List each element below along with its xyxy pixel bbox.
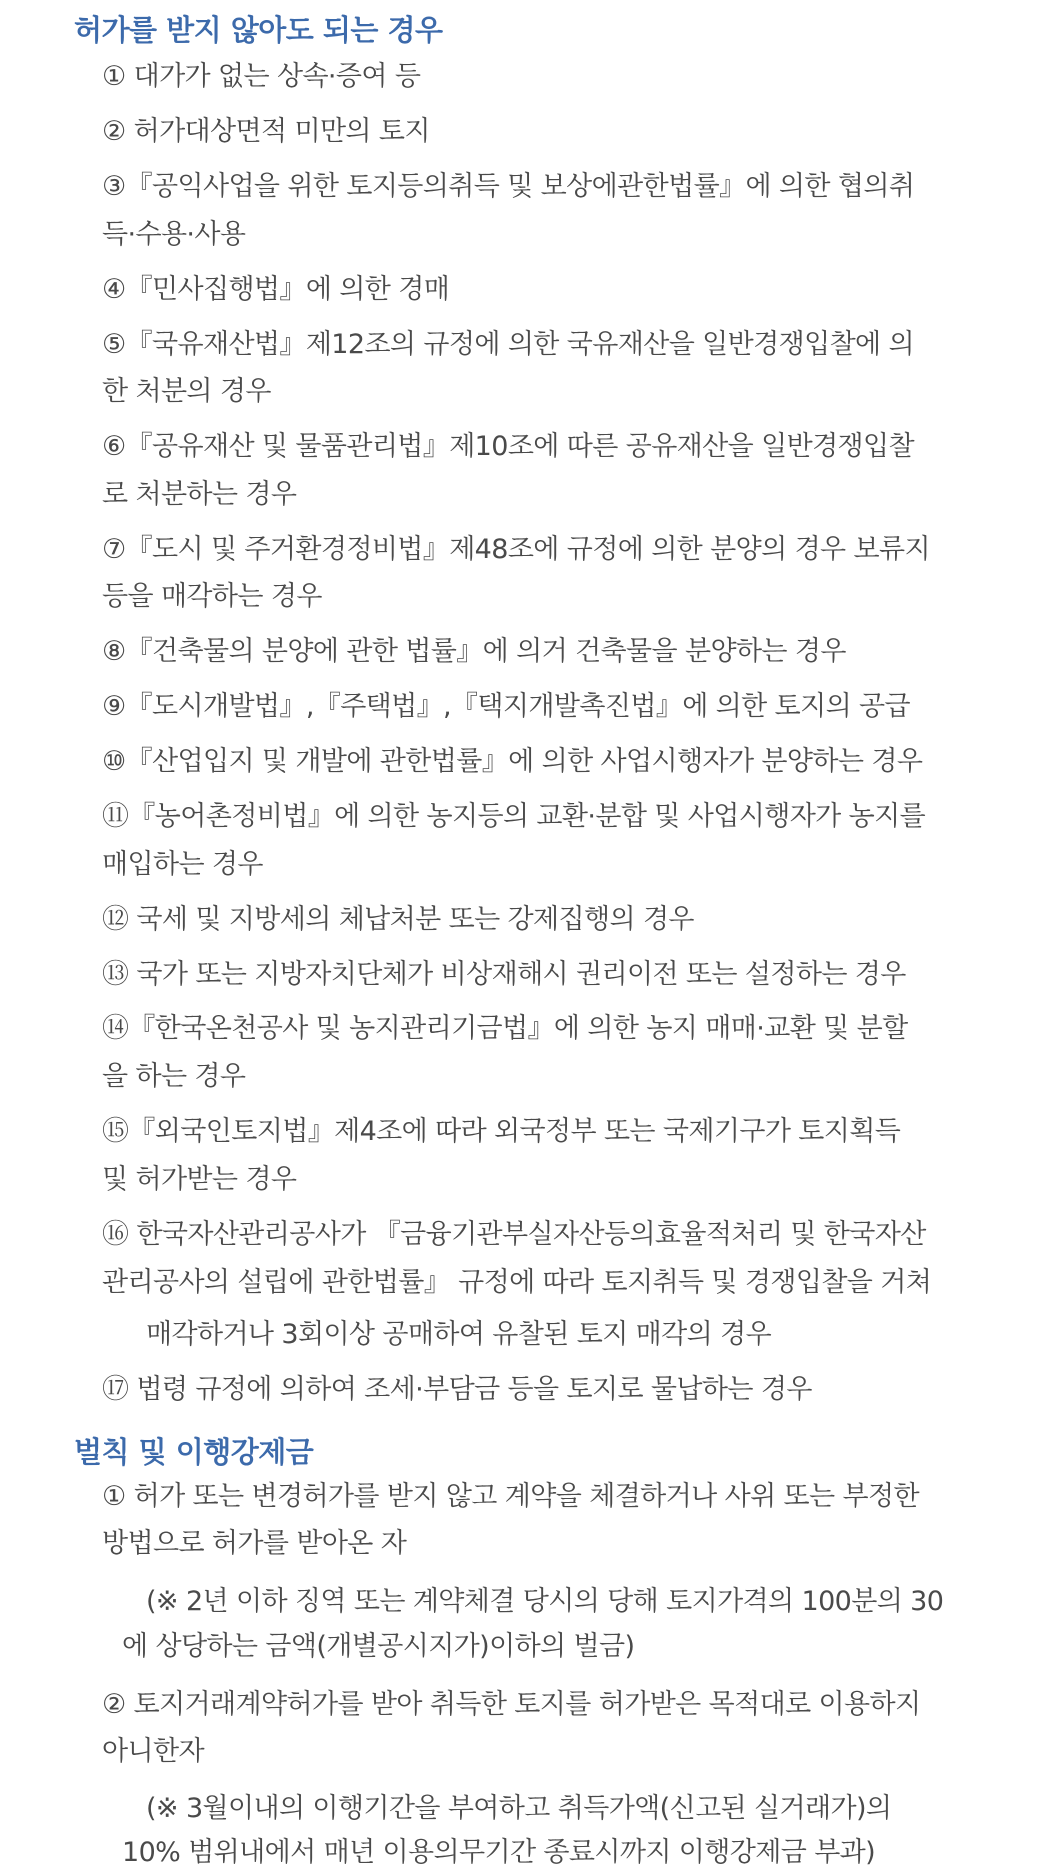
list-item: ⑫ 국세 및 지방세의 체납처분 또는 강제집행의 경우 xyxy=(102,904,694,935)
penalty-note: (※ 3월이내의 이행기간을 부여하고 취득가액(신고된 실거래가)의 xyxy=(146,1793,892,1824)
list-item: ⑨『도시개발법』,『주택법』,『택지개발촉진법』에 의한 토지의 공급 xyxy=(102,691,911,722)
list-item: ⑭『한국온천공사 및 농지관리기금법』에 의한 농지 매매·교환 및 분할 xyxy=(102,1013,908,1044)
list-item-continuation: 한 처분의 경우 xyxy=(102,376,271,407)
list-item: ⑪『농어촌정비법』에 의한 농지등의 교환·분합 및 사업시행자가 농지를 xyxy=(102,801,926,832)
list-item: ① 대가가 없는 상속·증여 등 xyxy=(102,61,421,92)
list-item-continuation: 매입하는 경우 xyxy=(102,849,263,880)
list-item-continuation: 로 처분하는 경우 xyxy=(102,479,297,510)
section-title: 벌칙 및 이행강제금 xyxy=(74,1435,314,1469)
list-item-continuation: 매각하거나 3회이상 공매하여 유찰된 토지 매각의 경우 xyxy=(146,1319,772,1350)
list-item-continuation: 득·수용·사용 xyxy=(102,219,246,250)
list-item-continuation: 및 허가받는 경우 xyxy=(102,1164,297,1195)
list-item: ⑯ 한국자산관리공사가 『금융기관부실자산등의효율적처리 및 한국자산 xyxy=(102,1219,926,1250)
list-item-continuation: 아니한자 xyxy=(102,1736,204,1767)
list-item: ③『공익사업을 위한 토지등의취득 및 보상에관한법률』에 의한 협의취 xyxy=(102,171,915,202)
list-item: ⑩『산업입지 및 개발에 관한법률』에 의한 사업시행자가 분양하는 경우 xyxy=(102,746,923,777)
list-item: ① 허가 또는 변경허가를 받지 않고 계약을 체결하거나 사위 또는 부정한 xyxy=(102,1481,919,1512)
list-item: ② 토지거래계약허가를 받아 취득한 토지를 허가받은 목적대로 이용하지 xyxy=(102,1689,921,1720)
list-item: ⑥『공유재산 및 물품관리법』제10조에 따른 공유재산을 일반경쟁입찰 xyxy=(102,431,915,462)
list-item: ⑦『도시 및 주거환경정비법』제48조에 규정에 의한 분양의 경우 보류지 xyxy=(102,534,930,565)
list-item: ⑬ 국가 또는 지방자치단체가 비상재해시 권리이전 또는 설정하는 경우 xyxy=(102,959,906,990)
penalty-note-continuation: 에 상당하는 금액(개별공시지가)이하의 벌금) xyxy=(122,1631,635,1662)
list-item: ⑮『외국인토지법』제4조에 따라 외국정부 또는 국제기구가 토지획득 xyxy=(102,1116,901,1147)
list-item: ④『민사집행법』에 의한 경매 xyxy=(102,274,450,305)
list-item: ⑰ 법령 규정에 의하여 조세·부담금 등을 토지로 물납하는 경우 xyxy=(102,1374,812,1405)
list-item-continuation: 을 하는 경우 xyxy=(102,1061,246,1092)
list-item-continuation: 등을 매각하는 경우 xyxy=(102,581,322,612)
list-item-continuation: 관리공사의 설립에 관한법률』 규정에 따라 토지취득 및 경쟁입찰을 거쳐 xyxy=(102,1267,932,1298)
penalty-note: (※ 2년 이하 징역 또는 계약체결 당시의 당해 토지가격의 100분의 30 xyxy=(146,1586,944,1617)
list-item-continuation: 방법으로 허가를 받아온 자 xyxy=(102,1528,407,1559)
list-item: ⑤『국유재산법』제12조의 규정에 의한 국유재산을 일반경쟁입찰에 의 xyxy=(102,329,915,360)
penalty-note-continuation: 10% 범위내에서 매년 이용의무기간 종료시까지 이행강제금 부과) xyxy=(122,1837,876,1868)
section-title: 허가를 받지 않아도 되는 경우 xyxy=(74,13,443,47)
list-item: ⑧『건축물의 분양에 관한 법률』에 의거 건축물을 분양하는 경우 xyxy=(102,636,846,667)
list-item: ② 허가대상면적 미만의 토지 xyxy=(102,116,430,147)
